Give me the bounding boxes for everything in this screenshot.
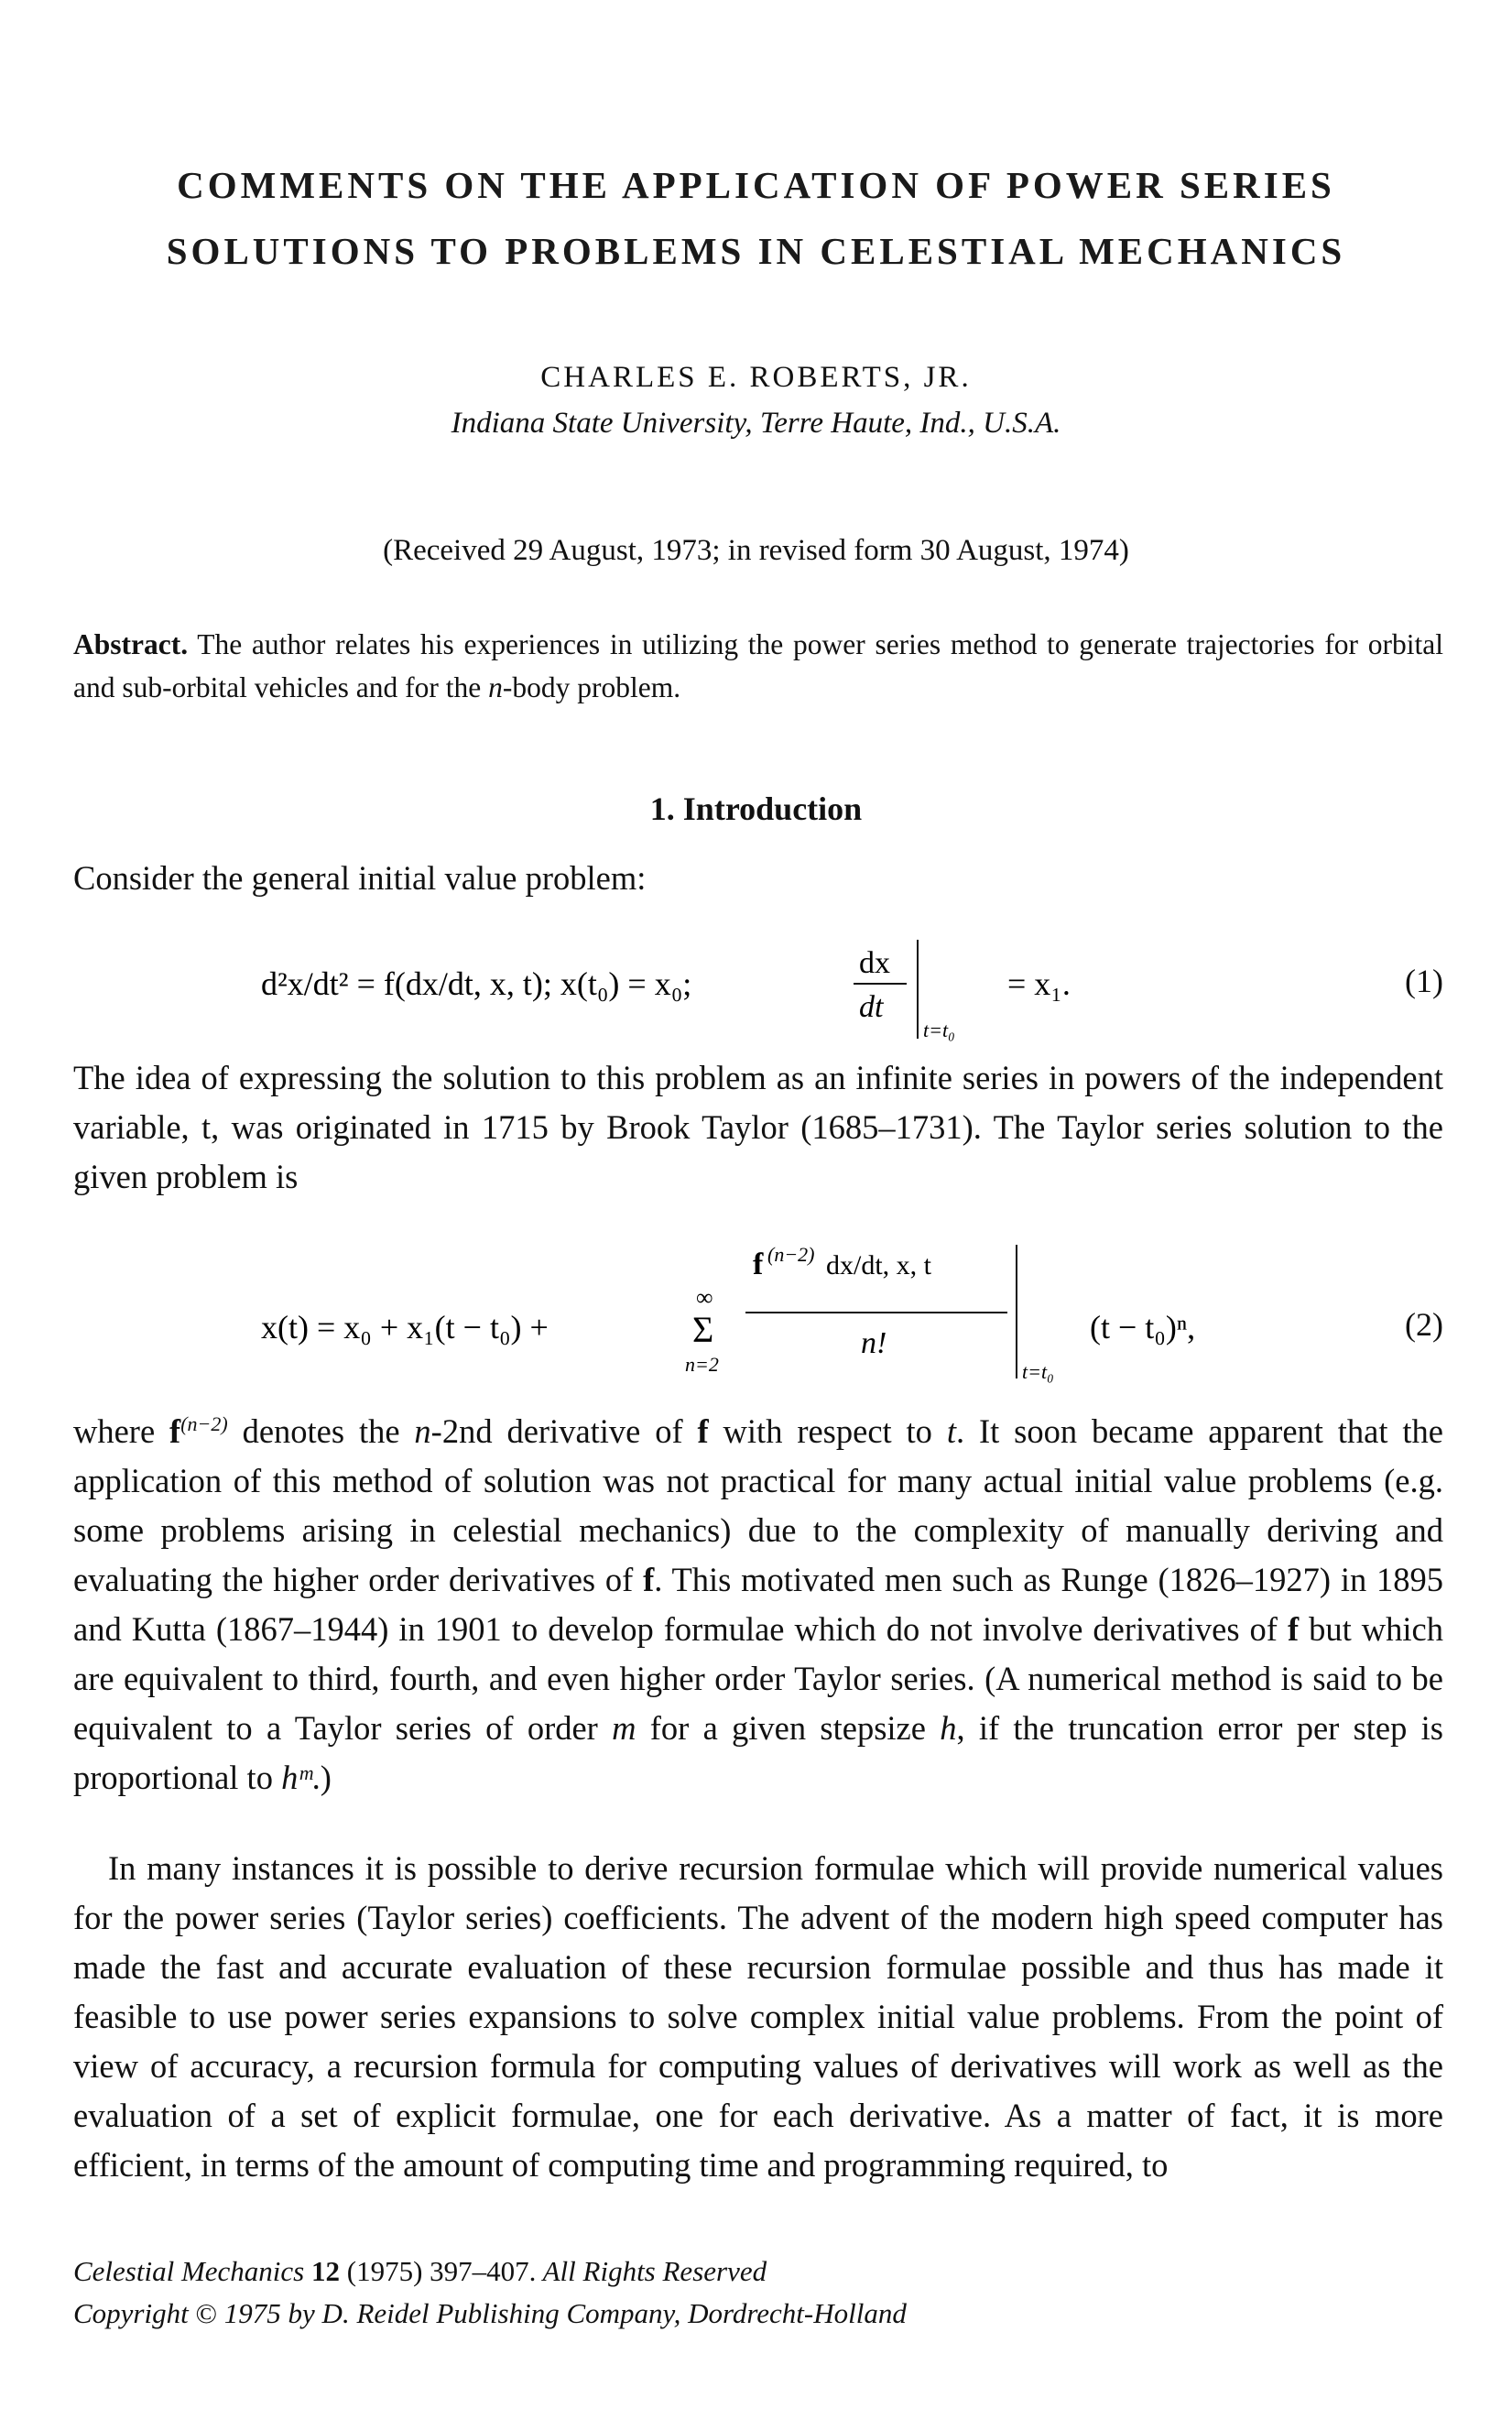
equation-1-svg [73, 921, 1355, 1050]
abstract [73, 623, 1443, 709]
p2-h: but which are equivalent to third, fourth, and even higher order Taylor series. (A numerical method is said to be equivalent to a Taylor series of order [73, 1610, 1444, 1748]
equation-2-svg [73, 1204, 1355, 1397]
footer-pages: (1975) 397–407. [346, 2255, 537, 2287]
p2-n: n [414, 1412, 431, 1451]
equation-1-eval-at: t=t₀ [923, 1019, 955, 1041]
equation-1-frac-den: dt [859, 990, 884, 1024]
footer-copyright-rest: 1975 by D. Reidel Publishing Company, Dordrecht-Holland [223, 2297, 907, 2329]
p2-f: f [169, 1412, 181, 1451]
p2-t: t [946, 1412, 956, 1451]
footer-volume: 12 [311, 2255, 340, 2287]
abstract-label: Abstract. [73, 628, 189, 660]
p2-hm: hᵐ [281, 1759, 312, 1797]
equation-2-eval-at: t=t₀ [1022, 1360, 1054, 1383]
footer-rights: All Rights Reserved [542, 2255, 767, 2287]
equation-2-tail: (t − t₀)ⁿ, [1090, 1309, 1196, 1346]
author-affiliation: Indiana State University, Terre Haute, Ind., U.S.A. [451, 407, 1061, 440]
p2-f3: f [643, 1561, 655, 1599]
p2-g: . This motivated men such as Runge (1826–1927) in 1895 and Kutta (1867–1944) in 1901 to develop formulae which do not involve derivatives of [73, 1561, 1443, 1649]
p2-a: where [73, 1412, 170, 1451]
footer-copyright-word: Copyright [73, 2297, 189, 2329]
equation-2-sum-symbol: Σ [692, 1309, 714, 1350]
paragraph-2 [73, 1400, 1443, 1803]
p2-k: .) [311, 1759, 332, 1797]
abstract-n: n [488, 671, 503, 703]
equation-2-sum-top: ∞ [696, 1284, 713, 1311]
p2-d: with respect to [708, 1412, 947, 1451]
equation-2 [73, 1204, 1443, 1397]
equation-1-lhs: d²x/dt² = f(dx/dt, x, t); x(t₀) = x₀; [261, 965, 692, 1002]
p2-b: denotes the [227, 1412, 415, 1451]
equation-2-denominator: n! [861, 1326, 887, 1360]
copyright-icon: © [195, 2297, 218, 2329]
p2-c: -2nd derivative of [430, 1412, 698, 1451]
equation-1 [73, 921, 1443, 1050]
p2-sup: (n−2) [180, 1412, 228, 1435]
intro-line: Consider the general initial value problem: [73, 859, 647, 897]
paper-title-line-2: SOLUTIONS TO PROBLEMS IN CELESTIAL MECHANICS [166, 230, 1346, 272]
equation-1-number: (1) [1405, 963, 1443, 999]
footer-citation [73, 2255, 1443, 2288]
section-heading: 1. Introduction [649, 790, 863, 827]
p2-i: for a given stepsize [636, 1709, 941, 1748]
received-dates: (Received 29 August, 1973; in revised form 30 August, 1974) [383, 534, 1129, 567]
p2-m: m [612, 1709, 636, 1748]
p2-f2: f [697, 1412, 709, 1451]
footer-journal: Celestial Mechanics [73, 2255, 305, 2287]
paragraph-1: The idea of expressing the solution to this problem as an infinite series in powers of the independent variable, t, was originated in 1715 by Brook Taylor (1685–1731). The Taylor series solution to the given problem is [73, 1059, 1443, 1195]
equation-2-numerator-args: dx/dt, x, t [826, 1250, 932, 1280]
paper-title-line-1: COMMENTS ON THE APPLICATION OF POWER SERIES [177, 164, 1335, 206]
equation-2-numerator-f: f [753, 1248, 764, 1281]
equation-1-frac-num: dx [859, 946, 890, 980]
equation-1-rhs: = x₁. [1007, 965, 1071, 1002]
author-name: CHARLES E. ROBERTS, JR. [540, 361, 972, 394]
paragraph-3: In many instances it is possible to derive recursion formulae which will provide numerical values for the power series (Taylor series) coefficients. The advent of the modern high speed computer has made the fast and accurate evaluation of these recursion formulae possible and thus has made it feasible to use power series expansions to solve complex initial value problems. From the point of view of accuracy, a recursion formula for computing values of derivatives will work as well as the evaluation of a set of explicit formulae, one for each derivative. As a matter of fact, it is more efficient, in terms of the amount of computing time and programming required, to [73, 1849, 1443, 2184]
p2-hh: h [940, 1709, 957, 1748]
abstract-text-a: The author relates his experiences in utilizing the power series method to generate trajectories for orbital and sub-orbital vehicles and for the [73, 628, 1443, 703]
abstract-text-b: -body problem. [502, 671, 681, 703]
equation-2-sum-bottom: n=2 [685, 1353, 719, 1376]
p2-e: . It soon became apparent that the application of this method of solution was not practical for many actual initial value problems (e.g. some problems arising in celestial mechanics) due to the complexity of manually deriving and evaluating the higher order derivatives of [73, 1412, 1443, 1599]
footer-copyright [73, 2297, 1443, 2330]
p2-j: , if the truncation error per step is proportional to [73, 1709, 1443, 1797]
equation-2-lhs: x(t) = x₀ + x₁(t − t₀) + [261, 1309, 549, 1346]
equation-2-numerator-sup: (n−2) [767, 1243, 815, 1266]
equation-2-number: (2) [1405, 1306, 1443, 1343]
p2-f4: f [1287, 1610, 1300, 1649]
